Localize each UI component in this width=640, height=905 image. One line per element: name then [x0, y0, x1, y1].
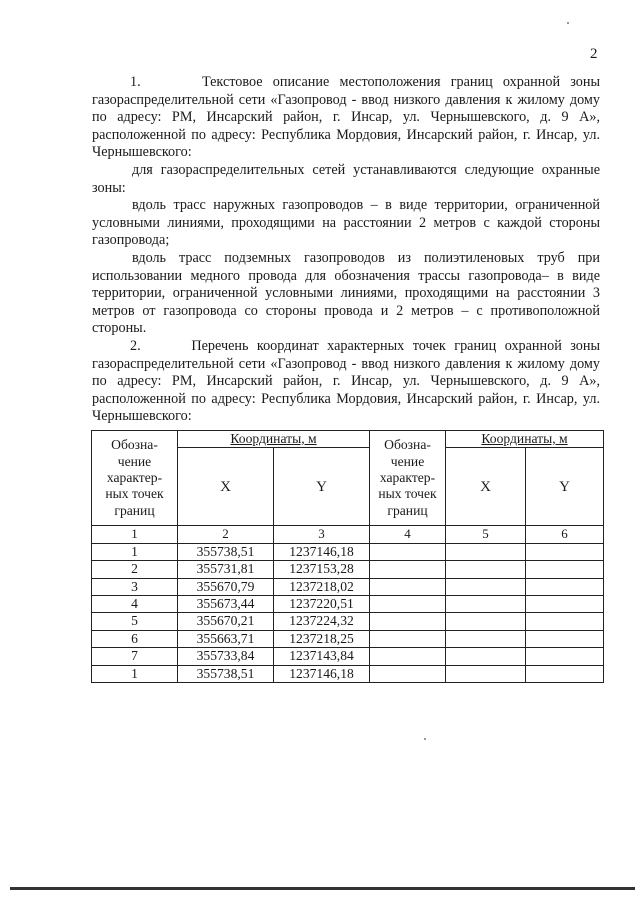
- paragraph-5: 2. Перечень координат характерных точек границ охранной зоны газораспределительной сети «Газопровод - ввод низкого давления к жилому дому по адресу: РМ, Инсарский район, г. Инсар, ул. Чернышевского, д. 9 А», расположенной по адресу: Республика Мордовия, Инсарский район, г. Инсар, ул. Чернышевского:: [92, 337, 600, 425]
- empty-cell: [446, 648, 526, 665]
- document-body: [92, 74, 600, 426]
- x-value: 355738,51: [178, 543, 274, 560]
- empty-cell: [370, 543, 446, 560]
- point-id: 1: [92, 543, 178, 560]
- header-y-2: Y: [526, 448, 604, 526]
- point-id: 3: [92, 578, 178, 595]
- table-row: [92, 543, 604, 560]
- empty-cell: [526, 561, 604, 578]
- point-id: 5: [92, 613, 178, 630]
- paragraph-3: вдоль трасс наружных газопроводов – в виде территории, ограниченной условными линиями, проходящими на расстоянии 2 метров с каждой стороны газопровода;: [92, 197, 600, 249]
- column-number: 3: [274, 526, 370, 543]
- scan-speck: [424, 738, 426, 740]
- empty-cell: [370, 578, 446, 595]
- paragraph-1: 1. Текстовое описание местоположения границ охранной зоны газораспределительной сети «Газопровод - ввод низкого давления к жилому дому по адресу: РМ, Инсарский район, г. Инсар, ул. Чернышевского, д. 9 А», расположенной по адресу: Республика Мордовия, Инсарский район, г. Инсар, ул. Чернышевского:: [92, 74, 600, 161]
- empty-cell: [446, 543, 526, 560]
- y-value: 1237218,25: [274, 630, 370, 647]
- x-value: 355670,21: [178, 613, 274, 630]
- point-id: 1: [92, 665, 178, 682]
- column-number: 6: [526, 526, 604, 543]
- table-row: [92, 613, 604, 630]
- scan-edge-line: [10, 887, 635, 890]
- point-id: 4: [92, 596, 178, 613]
- y-value: 1237153,28: [274, 561, 370, 578]
- header-point-designation: Обозна-чение характер-ных точек границ: [92, 431, 178, 526]
- header-point-designation-2: Обозна-чение характер-ных точек границ: [370, 431, 446, 526]
- coordinates-table: [91, 430, 604, 683]
- column-number-row: [92, 526, 604, 543]
- table-row: [92, 630, 604, 647]
- y-value: 1237224,32: [274, 613, 370, 630]
- table-row: [92, 596, 604, 613]
- paragraph-2: для газораспределительных сетей устанавливаются следующие охранные зоны:: [92, 161, 600, 196]
- empty-cell: [446, 665, 526, 682]
- empty-cell: [446, 561, 526, 578]
- empty-cell: [446, 578, 526, 595]
- scan-speck: [567, 22, 569, 24]
- x-value: 355738,51: [178, 665, 274, 682]
- empty-cell: [446, 630, 526, 647]
- empty-cell: [370, 665, 446, 682]
- table-row: [92, 561, 604, 578]
- empty-cell: [526, 613, 604, 630]
- header-x: X: [178, 448, 274, 526]
- empty-cell: [526, 543, 604, 560]
- empty-cell: [446, 596, 526, 613]
- empty-cell: [446, 613, 526, 630]
- paragraph-4: вдоль трасс подземных газопроводов из полиэтиленовых труб при использовании медного провода для обозначения трассы газопровода– в виде территории, ограниченной условными линиями, проходящими на расстоянии 3 метров от газопровода со стороны провода и 2 метров – с противоположной стороны.: [92, 249, 600, 337]
- empty-cell: [526, 578, 604, 595]
- empty-cell: [526, 630, 604, 647]
- x-value: 355663,71: [178, 630, 274, 647]
- empty-cell: [370, 613, 446, 630]
- x-value: 355731,81: [178, 561, 274, 578]
- header-y: Y: [274, 448, 370, 526]
- empty-cell: [526, 596, 604, 613]
- y-value: 1237146,18: [274, 543, 370, 560]
- table-row: [92, 648, 604, 665]
- column-number: 4: [370, 526, 446, 543]
- y-value: 1237146,18: [274, 665, 370, 682]
- empty-cell: [370, 596, 446, 613]
- empty-cell: [526, 648, 604, 665]
- point-id: 2: [92, 561, 178, 578]
- header-coordinates-2: Координаты, м: [446, 431, 604, 448]
- point-id: 7: [92, 648, 178, 665]
- x-value: 355733,84: [178, 648, 274, 665]
- y-value: 1237143,84: [274, 648, 370, 665]
- y-value: 1237218,02: [274, 578, 370, 595]
- empty-cell: [370, 630, 446, 647]
- column-number: 5: [446, 526, 526, 543]
- header-x-2: X: [446, 448, 526, 526]
- x-value: 355670,79: [178, 578, 274, 595]
- column-number: 1: [92, 526, 178, 543]
- empty-cell: [370, 561, 446, 578]
- header-coordinates: Координаты, м: [178, 431, 370, 448]
- point-id: 6: [92, 630, 178, 647]
- empty-cell: [370, 648, 446, 665]
- x-value: 355673,44: [178, 596, 274, 613]
- page-number: 2: [590, 46, 598, 62]
- table-row: [92, 578, 604, 595]
- table-row: [92, 665, 604, 682]
- empty-cell: [526, 665, 604, 682]
- column-number: 2: [178, 526, 274, 543]
- y-value: 1237220,51: [274, 596, 370, 613]
